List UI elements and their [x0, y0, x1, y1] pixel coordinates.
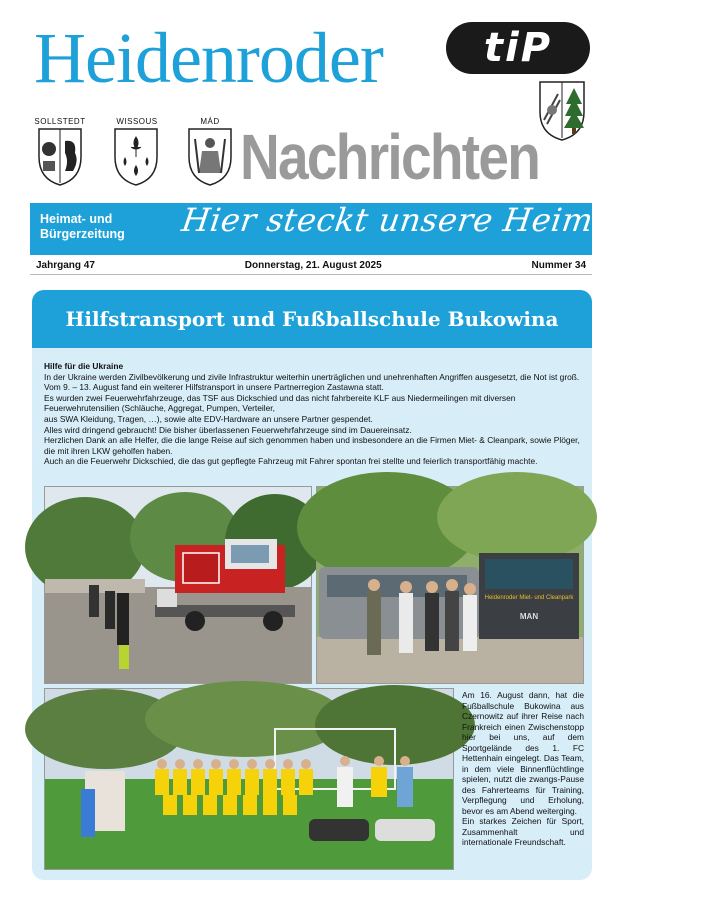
wissous-crest-icon — [113, 127, 159, 187]
heidenrod-crest-icon — [538, 80, 586, 142]
band-tagline — [40, 212, 170, 242]
article-paragraph: Alles wird dringend gebraucht! Die bisher überlassenen Feuerwehrfahrzeuge sind im Dauereinsatz. — [44, 424, 412, 435]
town-label-mad: MÁD — [200, 117, 220, 126]
band-tagline-line1: Heimat- und — [40, 212, 113, 226]
article-side-text — [462, 690, 584, 848]
article-headline-bar — [32, 290, 592, 348]
truck-sign: Heidenroder Miet- und Cleanpark — [484, 595, 574, 601]
issue-date: Donnerstag, 21. August 2025 — [244, 259, 382, 271]
article-paragraph: Vom 9. – 13. August fand ein weiterer Hilfstransport in unsere Partnerregion Zastawna statt. — [44, 382, 384, 393]
svg-text:MAN: MAN — [519, 612, 539, 621]
tip-logo — [446, 22, 590, 74]
issue-meta — [30, 256, 592, 275]
article-body — [44, 361, 582, 467]
article-paragraph: Es wurden zwei Feuerwehrfahrzeuge, das TSF aus Dickschied und das nicht fahrbereite KLF aus Niedermeilingen mit diversen Feuerwehrutensilien (Schläuche, Aggregat, Pumpen, Verteiler, — [44, 392, 516, 414]
photo-fire-truck — [44, 486, 312, 684]
article-paragraph: In der Ukraine werden Zivilbevölkerung und zivile Infrastruktur weiterhin unerträglichen und unehrenhaften Angriffen ausgesetzt, die Not ist groß. — [44, 371, 580, 382]
slogan: Hier steckt unsere Heimat drin! — [179, 201, 721, 239]
article-headline: Hilfstransport und Fußballschule Bukowina — [65, 307, 559, 331]
mad-crest-icon — [187, 127, 233, 187]
masthead-title: Heidenroder — [34, 18, 383, 98]
side-paragraph: Ein starkes Zeichen für Sport, Zusammenhalt und internationale Freundschaft. — [462, 816, 584, 847]
photo-football-team — [44, 688, 454, 870]
tip-logo-text: tiP — [483, 25, 553, 71]
article-paragraph: Auch an die Feuerwehr Dickschied, die das gut gepflegte Fahrzeug mit Fahrer spontan frei stellte und feierlich transportfähig machte. — [44, 456, 538, 467]
photo-helpers-group — [316, 486, 584, 684]
sollstedt-crest-icon — [37, 127, 83, 187]
article-paragraph: Herzlichen Dank an alle Helfer, die die lange Reise auf sich genommen haben und insbesondere an die Firmen Miet- & Cleanpark, sowie Plöger, die mit ihren LKW geholfen haben. — [44, 435, 580, 456]
issue-number: Nummer 34 — [531, 259, 586, 271]
town-label-sollstedt: SOLLSTEDT — [34, 117, 86, 126]
band-tagline-line2: Bürgerzeitung — [40, 227, 125, 241]
article-paragraph: aus SWA Kleidung, Tragen, …), sowie alte EDV-Hardware an unsere Partner gespendet. — [44, 413, 373, 424]
issue-volume: Jahrgang 47 — [36, 259, 95, 271]
side-paragraph: Am 16. August dann, hat die Fußballschule Bukowina aus Czernowitz auf ihrer Reise nach Frankreich einen Zwischenstopp hier bei uns, auf dem Sportgelände des 1. FC Hettenhain eingelegt. Das Team, in dem viele Binnenflüchtlinge spielen, nutzt die zwangs-Pause des Fahrerteams für Training, Verpflegung und Erholung, bevor es am Abend weiterging. — [462, 690, 584, 816]
town-label-wissous: WISSOUS — [116, 117, 158, 126]
masthead-subtitle: Nachrichten — [240, 121, 540, 193]
article-lead: Hilfe für die Ukraine — [44, 361, 124, 371]
